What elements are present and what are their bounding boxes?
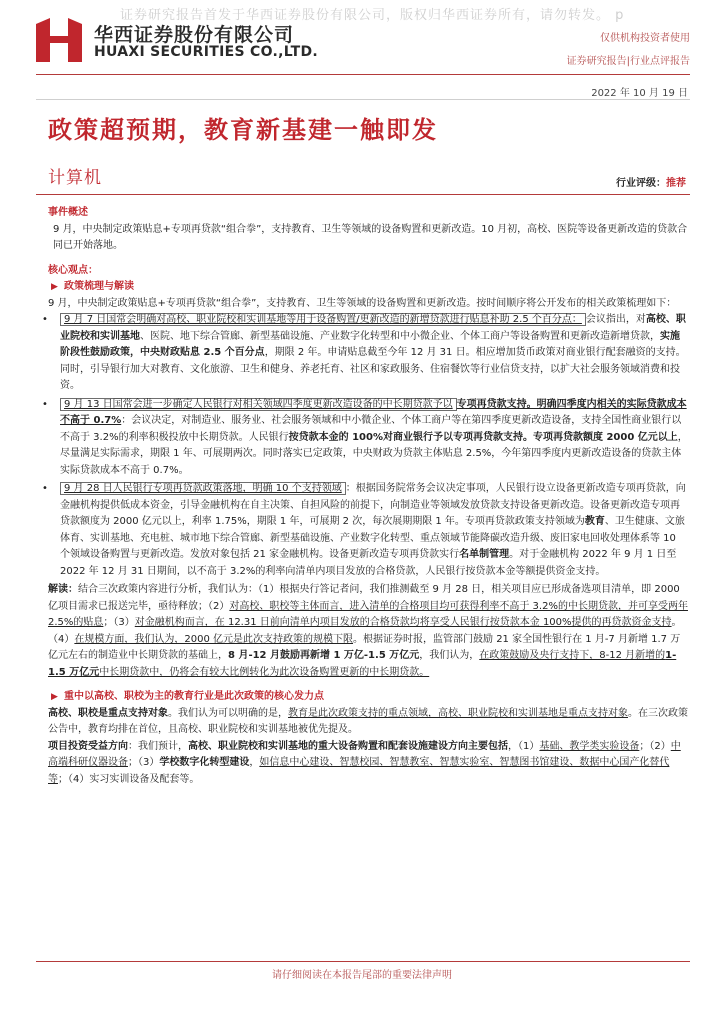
- investor-note: 仅供机构投资者使用: [600, 33, 690, 44]
- rating-value: 推荐: [666, 178, 686, 189]
- bullet-dot-icon: •: [42, 483, 48, 494]
- section-policy-title: ▶ 政策梳理与解读: [48, 279, 688, 296]
- industry-divider: [36, 194, 690, 195]
- policy-item-sep28: • 9 月 28 日人民银行专项再贷款政策落地，明确 10 个支持领域 ：根据国务院常务会议决定事项，人民银行设立设备更新改造专项再贷款，向金融机构提供低成本资金，引导金融机构在自主决策、自担风险的前提下，向制造业等领域发放贷款支持设备更新改造。设备更新改造专项再贷款额度为 2000 亿元以上，利率 1.75%，期限 1 年，可展期 2 次，每次展期期限 1 年。专项再贷款政策支持领域为教育、卫生健康、文旅体育、实训基地、充电桩、城市地下综合管廊、新型基础设施、产业数字化转型、重点领域节能降碳改造升级、废旧家电回收处理体系等 10 个领域设备购置与更新改造。发放对象包括 21 家金融机构。设备更新改造专项再贷款实行名单制管理。对于金融机构 2022 年 9 月 1 日至 2022 年 12 月 31 日期间，以不高于 3.2%的利率向清单内项目发放的合格贷款，人民银行按贷款本金等额提供资金支持。: [42, 483, 686, 577]
- event-overview-text: 9 月，中央制定政策贴息+专项再贷款“组合拳”，支持教育、卫生等领域的设备购置和更新改造。10 月初，高校、医院等设备更新改造的贷款合同已开始落地。: [53, 223, 688, 251]
- report-title: 政策超预期，教育新基建一触即发: [48, 115, 438, 144]
- header-divider: [36, 74, 690, 75]
- triangle-bullet-icon: ▶: [51, 692, 58, 702]
- core-views-title: 核心观点：: [48, 264, 98, 276]
- brand-name-cn: 华西证券股份有限公司: [94, 24, 295, 46]
- report-body: [42, 205, 688, 788]
- triangle-bullet-icon: ▶: [51, 282, 58, 292]
- date-divider: [36, 99, 690, 100]
- huaxi-logo-icon: [36, 18, 82, 62]
- watermark: 证券研究报告首发于华西证券股份有限公司，版权归华西证券所有，请勿转发。 p: [120, 8, 625, 23]
- section-education-title: ▶ 重中以高校、职校为主的教育行业是此次政策的核心发力点: [48, 689, 688, 706]
- industry-name: 计算机: [48, 168, 102, 188]
- bullet-dot-icon: •: [42, 398, 48, 410]
- legal-disclaimer-link: 请仔细阅读在本报告尾部的重要法律声明: [272, 970, 452, 981]
- policy-item-sep7: • 9 月 7 日国常会明确对高校、职业院校和实训基地等用于设备购置/更新改造的新增贷款进行贴息补助 2.5 个百分点： 会议指出，对高校、职业院校和实训基地、医院、地下综合管廊、新型基础设施、产业数字化转型和中小微企业、个体工商户等设备购置和更新改造新增贷款，实施阶段性鼓励政策，中央财政贴息 2.5 个百分点，期限 2 年。申请贴息截至今年 12 月 31 日。相应增加货币政策对商业银行配套融资的支持。同时，引导银行加大对教育、文化旅游、卫生和健身、养老托育、社区和家政服务、住宿餐饮等行业信贷支持，以扩大社会服务领域消费和投资。: [42, 314, 686, 391]
- policy-item-sep13: • 9 月 13 日国常会进一步确定人民银行对相关领域四季度更新改造设备的中长期贷款予以 专项再贷款支持。明确四季度内相关的实际贷款成本不高于 0.7%：会议决定，对制造业、服务业、社会服务领域和中小微企业、个体工商户等在第四季度更新改造设备，支持全国性商业银行以不高于 3.2%的利率积极投放中长期贷款。人民银行按贷款本金的 100%对商业银行予以专项再贷款支持。专项再贷款额度 2000 亿元以上，尽量满足实际需求，期限 1 年、可展期两次。同时落实已定政策，中央财政为贷款主体贴息 2.5%，今年第四季度内更新改造设备的贷款主体实际贷款成本不高于 0.7%。: [42, 398, 688, 476]
- rating-label: 行业评级：: [616, 178, 666, 189]
- event-overview-title: 事件概述: [48, 207, 88, 218]
- policy-analysis: 解读：结合三次政策内容进行分析，我们认为：（1）根据央行答记者问，我们推测截至 9 月 28 日，相关项目应已形成备选项目清单，即 2000 亿项目需求已报送完毕，亟待释放；（2）对高校、职校等主体而言，进入清单的合格项目均可获得利率不高于 3.2%的中长期贷款，并可享受两年 2.5%的贴息；（3）对金融机构而言，在 12.31 日前向清单内项目发放的合格贷款均将享受人民银行按贷款本金 100%提供的再贷款资金支持。（4）在规模方面，我们认为，2000 亿元是此次支持政策的规模下限。根据证券时报，监管部门鼓励 21 家全国性银行在 1 月-7 月新增 1.7 万亿元左右的制造业中长期贷款的基础上，8 月-12 月鼓励再新增 1 万亿-1.5 万亿元，我们认为，在政策鼓励及央行支持下，8-12 月新增的1-1.5 万亿元中长期贷款中，仍将会有较大比例转化为此次设备购置更新的中长期贷款。: [48, 584, 688, 678]
- brand-name-en: HUAXI SECURITIES CO.,LTD.: [94, 44, 319, 60]
- report-type: 证券研究报告|行业点评报告: [566, 56, 690, 67]
- investment-direction-paragraph: 项目投资受益方向：我们预计，高校、职业院校和实训基地的重大设备购置和配套设施建设方向主要包括，（1）基础、教学类实验设备；（2）中高端科研仪器设备；（3）学校数字化转型建设，如信息中心建设、智慧校园、智慧教室、智慧实验室、智慧图书馆建设、数据中心国产化替代等；（4）实习实训设备及配套等。: [48, 740, 681, 785]
- bullet-dot-icon: •: [42, 314, 48, 325]
- education-focus-paragraph: 高校、职校是重点支持对象。我们认为可以明确的是，教育是此次政策支持的重点领域，高校、职业院校和实训基地是重点支持对象。在三次政策公告中，教育均排在首位，且高校、职业院校和实训基地被优先提及。: [48, 707, 688, 735]
- policy-intro: 9 月，中央制定政策贴息+专项再贷款“组合拳”，支持教育、卫生等领域的设备购置和更新改造。按时间顺序将公开发布的相关政策梳理如下：: [48, 297, 677, 309]
- footer-divider: [36, 961, 690, 962]
- industry-rating: [616, 174, 686, 189]
- report-date: 2022 年 10 月 19 日: [591, 88, 688, 99]
